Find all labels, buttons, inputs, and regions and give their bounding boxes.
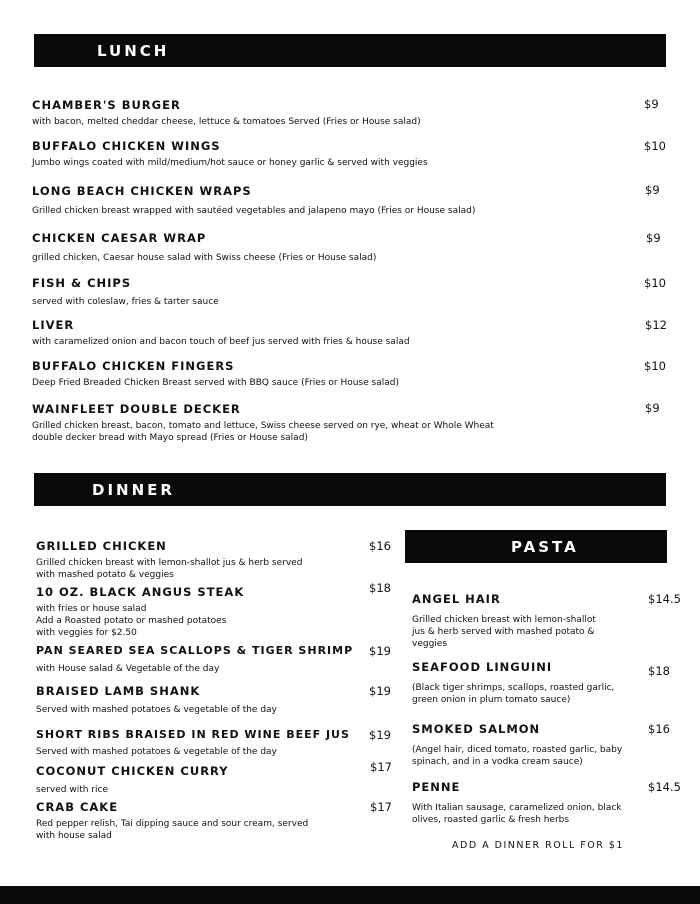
menu-item (36, 728, 366, 758)
dinner-roll-note: ADD A DINNER ROLL FOR $1 (452, 840, 624, 851)
item-name: PENNE (412, 780, 461, 794)
item-description: Jumbo wings coated with mild/medium/hot sauce or honey garlic & served with veggies (32, 158, 428, 168)
item-description: Grilled chicken breast with lemon-shallot jus & herb served with mashed potato & veggies (412, 615, 596, 649)
menu-item (32, 139, 532, 169)
item-price: $16 (648, 722, 670, 736)
item-price: $10 (644, 359, 666, 373)
menu-item (32, 98, 532, 128)
item-description: Grilled chicken breast, bacon, tomato and lettuce, Swiss cheese served on rye, wheat or Whole Wheat double decker bread with Mayo spread (Fries or House salad) (32, 421, 494, 443)
item-name: SEAFOOD LINGUINI (412, 660, 553, 674)
menu-item (32, 402, 512, 444)
menu-item (412, 722, 632, 768)
item-price: $12 (645, 318, 667, 332)
item-name: BRAISED LAMB SHANK (36, 684, 201, 698)
item-description: with fries or house salad Add a Roasted potato or mashed potatoes with veggies for $2.50 (36, 604, 227, 638)
item-description: grilled chicken, Caesar house salad with Swiss cheese (Fries or House salad) (32, 253, 377, 263)
item-description: served with rice (36, 785, 109, 795)
item-name: LIVER (32, 318, 75, 332)
item-price: $14.5 (648, 780, 681, 794)
item-description: Red pepper relish, Tai dipping sauce and sour cream, served with house salad (36, 819, 309, 841)
item-price: $18 (369, 581, 391, 595)
item-description: Deep Fried Breaded Chicken Breast served with BBQ sauce (Fries or House salad) (32, 378, 399, 388)
menu-item (36, 764, 366, 796)
menu-item (412, 780, 632, 826)
menu-item (36, 684, 366, 716)
item-description: served with coleslaw, fries & tarter sauce (32, 297, 219, 307)
item-description: Served with mashed potatoes & vegetable of the day (36, 747, 277, 757)
item-description: (Black tiger shrimps, scallops, roasted garlic, green onion in plum tomato sauce) (412, 683, 615, 705)
item-price: $9 (644, 97, 659, 111)
item-price: $14.5 (648, 592, 681, 606)
item-description: (Angel hair, diced tomato, roasted garlic, baby spinach, and in a vodka cream sauce) (412, 745, 623, 767)
item-price: $19 (369, 644, 391, 658)
item-price: $9 (645, 183, 660, 197)
dinner-header-bar (34, 473, 666, 506)
item-description: Grilled chicken breast wrapped with sautéed vegetables and jalapeno mayo (Fries or House salad) (32, 206, 476, 216)
item-price: $9 (646, 231, 661, 245)
item-price: $16 (369, 539, 391, 553)
item-price: $18 (648, 664, 670, 678)
item-name: GRILLED CHICKEN (36, 539, 167, 553)
menu-item (32, 359, 532, 389)
item-name: BUFFALO CHICKEN FINGERS (32, 359, 235, 373)
item-name: 10 OZ. BLACK ANGUS STEAK (36, 585, 245, 599)
item-name: SHORT RIBS BRAISED IN RED WINE BEEF JUS (36, 728, 350, 741)
item-price: $10 (644, 276, 666, 290)
pasta-header-bar (405, 530, 667, 563)
item-name: CHICKEN CAESAR WRAP (32, 231, 207, 245)
item-name: COCONUT CHICKEN CURRY (36, 764, 229, 778)
lunch-header-bar (34, 34, 666, 67)
item-price: $9 (645, 401, 660, 415)
dinner-title: DINNER (92, 481, 175, 499)
menu-item (36, 644, 366, 675)
item-price: $19 (369, 728, 391, 742)
item-price: $19 (369, 684, 391, 698)
item-description: with bacon, melted cheddar cheese, lettuce & tomatoes Served (Fries or House salad) (32, 117, 421, 127)
item-name: WAINFLEET DOUBLE DECKER (32, 402, 241, 416)
item-description: Grilled chicken breast with lemon-shallot jus & herb served with mashed potato & veggies (36, 558, 303, 580)
item-name: LONG BEACH CHICKEN WRAPS (32, 184, 252, 198)
item-name: BUFFALO CHICKEN WINGS (32, 139, 221, 153)
menu-item (36, 585, 336, 639)
pasta-title: PASTA (511, 538, 579, 556)
menu-item (32, 276, 532, 308)
item-name: CHAMBER'S BURGER (32, 98, 181, 112)
lunch-title: LUNCH (97, 42, 170, 60)
item-price: $10 (644, 139, 666, 153)
item-name: CRAB CAKE (36, 800, 119, 814)
menu-item (36, 539, 336, 581)
menu-item (32, 318, 532, 348)
menu-item (412, 660, 632, 706)
item-name: FISH & CHIPS (32, 276, 132, 290)
item-price: $17 (370, 800, 392, 814)
item-price: $17 (370, 760, 392, 774)
item-description: with House salad & Vegetable of the day (36, 664, 220, 674)
item-description: Served with mashed potatoes & vegetable of the day (36, 705, 277, 715)
item-name: ANGEL HAIR (412, 592, 501, 606)
item-description: with caramelized onion and bacon touch of beef jus served with fries & house salad (32, 337, 410, 347)
item-name: PAN SEARED SEA SCALLOPS & TIGER SHRIMP (36, 644, 354, 657)
menu-item (36, 800, 336, 842)
menu-item (412, 592, 612, 650)
footer-bar (0, 886, 700, 904)
item-description: With Italian sausage, caramelized onion, black olives, roasted garlic & fresh herbs (412, 803, 622, 825)
menu-item (32, 231, 532, 264)
item-name: SMOKED SALMON (412, 722, 541, 736)
menu-item (32, 184, 552, 217)
